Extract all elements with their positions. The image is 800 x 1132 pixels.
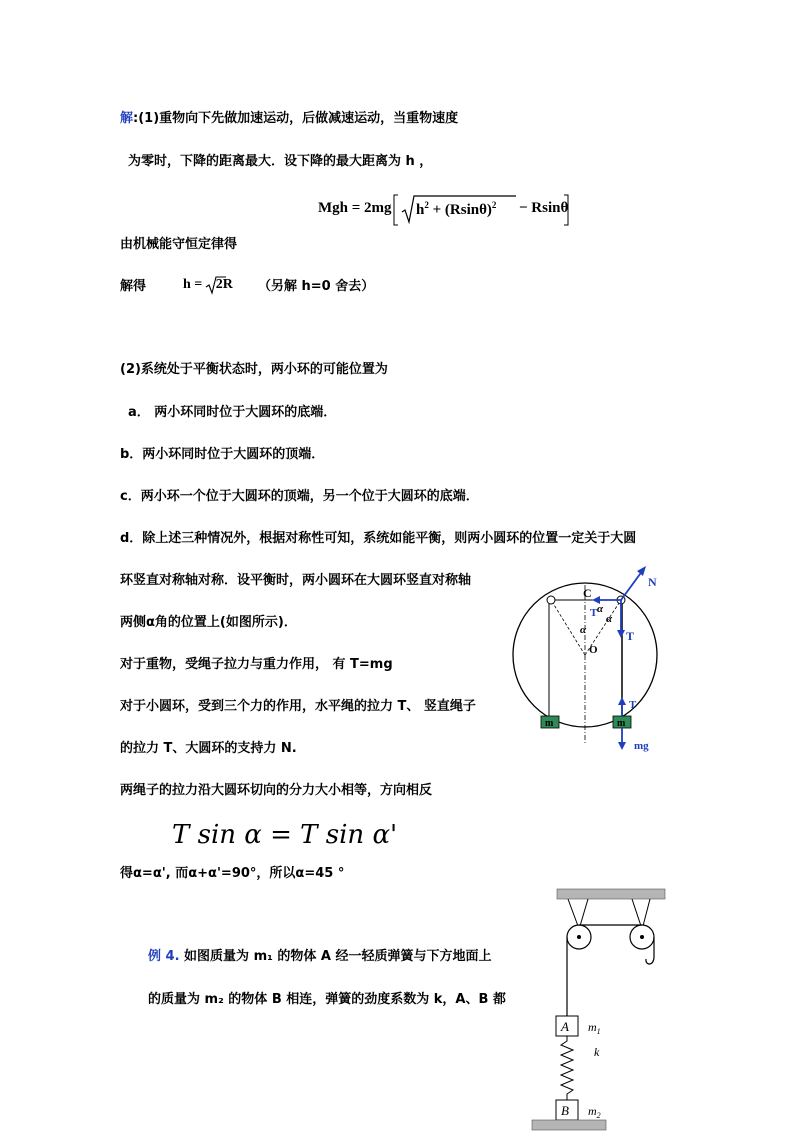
ring-equilibrium-figure [520, 570, 700, 760]
case-a: a． 两小环同时位于大圆环的底端． [128, 405, 337, 420]
support-right-b [643, 899, 650, 926]
example4-label: 例 4. [148, 949, 180, 964]
mass-left-label: m [545, 718, 554, 729]
label-T-right: T [626, 629, 635, 643]
label-C: C [583, 586, 592, 600]
solution-line-2: 为零时，下降的距离最大．设下降的最大距离为 h ， [128, 154, 433, 169]
result-formula [183, 277, 233, 293]
solution-line1-text: :(1)重物向下先做加速运动，后做减速运动，当重物速度 [133, 111, 459, 126]
energy-law-text: 由机械能守恒定律得 [120, 237, 238, 252]
result-note: （另解 h=0 舍去） [258, 279, 375, 294]
result-rhs-root [206, 277, 233, 293]
pulley-right-axle [640, 935, 644, 939]
radicand-h: h [416, 202, 425, 218]
pulley-spring-figure [530, 885, 670, 1132]
ground [532, 1120, 606, 1130]
result-label: 解得 [120, 279, 147, 294]
energy-equation-lhs: Mgh = 2mg [318, 200, 392, 216]
label-m1: $m_1$ [588, 1020, 601, 1036]
pulley-left-axle [577, 935, 581, 939]
arrow-N-head [637, 566, 646, 576]
ring-analysis-1: 对于小圆环，受到三个力的作用，水平绳的拉力 T、 竖直绳子 [120, 699, 476, 714]
label-alpha-1: α [597, 603, 604, 615]
tangent-equation-eq: = [270, 820, 292, 850]
example4-line1 [148, 948, 491, 966]
case-d-line3: 两侧α角的位置上(如图所示)． [120, 615, 297, 630]
mass-right-label: m [617, 718, 626, 729]
label-T-lower: T [629, 699, 637, 711]
case-d-line2: 环竖直对称轴对称．设平衡时，两小圆环在大圆环竖直对称轴 [120, 573, 472, 588]
energy-equation-tail: − Rsinθ [519, 200, 569, 216]
radicand-rsin: (Rsinθ) [444, 202, 492, 218]
label-alpha-center: α [580, 624, 587, 636]
support-right-a [632, 899, 641, 926]
tangent-equation-lhs: T sin α [172, 820, 262, 850]
ceiling [557, 889, 665, 899]
label-A: A [561, 1019, 569, 1034]
spring [561, 1036, 573, 1100]
ring-analysis-2: 的拉力 T、大圆环的支持力 N. [120, 741, 297, 756]
case-c: c．两小环一个位于大圆环的顶端，另一个位于大圆环的底端． [120, 489, 479, 504]
example4-line2: 的质量为 m₂ 的物体 B 相连，弹簧的劲度系数为 k，A、B 都 [148, 992, 506, 1007]
label-T-left: T [590, 607, 598, 619]
energy-equation [318, 200, 392, 217]
hook-icon [646, 957, 654, 964]
arrow-T-down-head [617, 630, 625, 638]
result-lhs: h = [183, 277, 203, 292]
result-rhs: 2R [215, 277, 233, 292]
support-left-b [580, 899, 588, 926]
arrow-N [621, 570, 643, 600]
small-ring-left [547, 596, 555, 604]
tangent-statement: 两绳子的拉力沿大圆环切向的分力大小相等，方向相反 [120, 783, 433, 798]
label-O: O [589, 644, 598, 656]
case-d-line1: d．除上述三种情况外，根据对称性可知，系统如能平衡，则两小圆环的位置一定关于大圆 [120, 531, 637, 546]
part2-intro: (2)系统处于平衡状态时，两小环的可能位置为 [120, 362, 388, 377]
energy-equation-radicand: $h^2 + (Rsin\theta)^2$ [416, 200, 497, 218]
arrow-T-up-head [618, 697, 626, 705]
label-B: B [561, 1103, 569, 1118]
label-m2: $m_2$ [588, 1104, 601, 1120]
tangent-equation-rhs: T sin α' [300, 820, 398, 850]
support-left-a [568, 899, 578, 926]
label-k: k [594, 1045, 600, 1059]
example4-line1-text: 如图质量为 m₁ 的物体 A 经一轻质弹簧与下方地面上 [184, 949, 492, 964]
label-N: N [648, 575, 657, 589]
tangent-equation [172, 820, 397, 850]
conclusion: 得α=α', 而α+α'=90°，所以α=45 ° [120, 866, 345, 881]
solution-prefix: 解 [120, 111, 134, 126]
arrow-mg-head [618, 742, 626, 750]
label-alpha-2: α [606, 613, 613, 625]
weight-analysis: 对于重物，受绳子拉力与重力作用， 有 T=mg [120, 657, 393, 672]
label-mg: mg [634, 740, 649, 752]
case-b: b．两小环同时位于大圆环的顶端． [120, 447, 325, 462]
solution-line-1 [120, 110, 458, 128]
